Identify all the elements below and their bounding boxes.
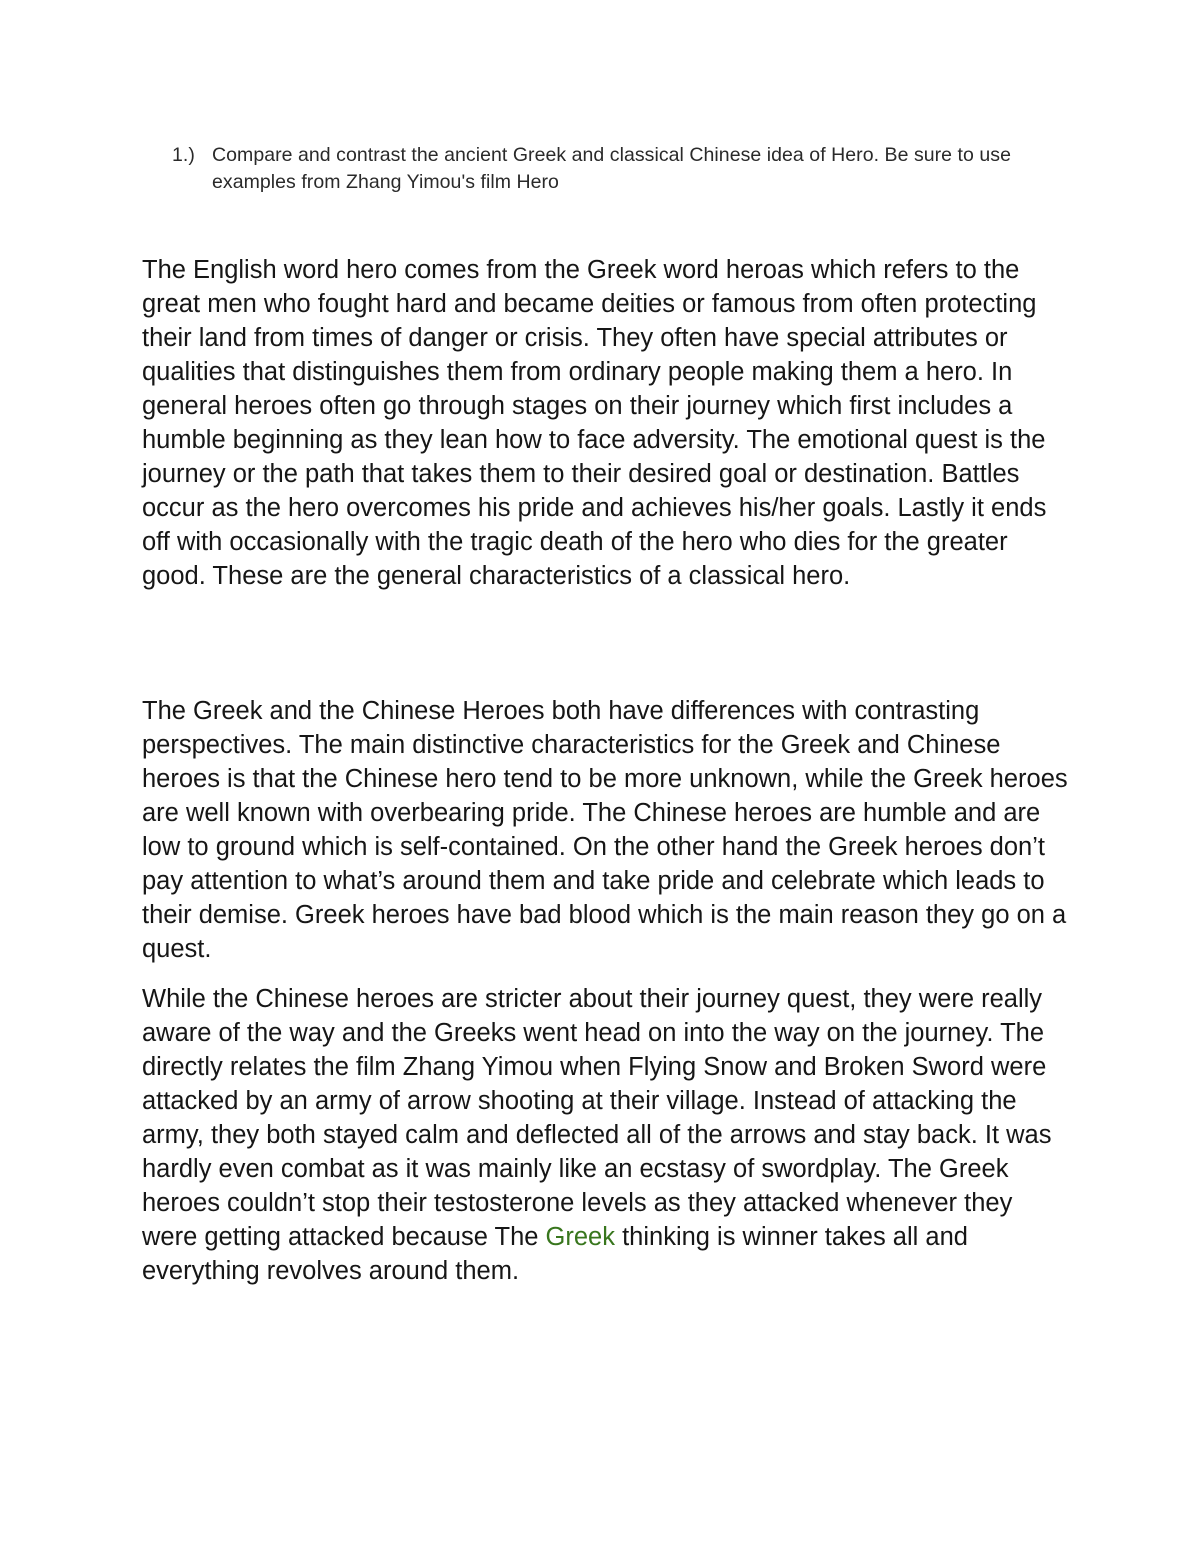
highlighted-word: Greek <box>545 1223 615 1251</box>
paragraph-hero-definition: The English word hero comes from the Greek word heroas which refers to the great men who fought hard and became deities or famous from often protecting their land from times of danger or crisis. They often have special attributes or qualities that distinguishes them from ordinary people making them a hero. In general heroes often go through stages on their journey which first includes a humble beginning as they lean how to face adversity. The emotional quest is the journey or the path that takes them to their desired goal or destination. Battles occur as the hero overcomes his pride and achieves his/her goals. Lastly it ends off with occasionally with the tragic death of the hero who dies for the greater good. These are the general characteristics of a classical hero. <box>142 256 1047 590</box>
paragraph-text-before: While the Chinese heroes are stricter about their journey quest, they were really aware of the way and the Greeks went head on into the way on the journey. The directly relates the film Zhang Yimou when Flying Snow and Broken Sword were attacked by an army of arrow shooting at their village. Instead of attacking the army, they both stayed calm and deflected all of the arrows and stay back. It was hardly even combat as it was mainly like an ecstasy of swordplay. The Greek heroes couldn’t stop their testosterone levels as they attacked whenever they were getting attacked because The <box>142 985 1052 1251</box>
question-text: Compare and contrast the ancient Greek and classical Chinese idea of Hero. Be sure to use examples from Zhang Yimou's film Hero <box>212 144 1011 193</box>
paragraph-greek-chinese-differences: The Greek and the Chinese Heroes both have differences with contrasting perspectives. The main distinctive characteristics for the Greek and Chinese heroes is that the Chinese hero tend to be more unknown, while the Greek heroes are well known with overbearing pride. The Chinese heroes are humble and are low to ground which is self-contained. On the other hand the Greek heroes don’t pay attention to what’s around them and take pride and celebrate which leads to their demise. Greek heroes have bad blood which is the main reason they go on a quest. <box>142 697 1068 963</box>
question-item <box>172 142 1072 196</box>
paragraph-text-after: thinking is winner takes all and everything revolves around them. <box>142 1223 968 1285</box>
paragraph-film-example <box>142 982 1072 1288</box>
question-number: 1.) <box>172 144 195 166</box>
